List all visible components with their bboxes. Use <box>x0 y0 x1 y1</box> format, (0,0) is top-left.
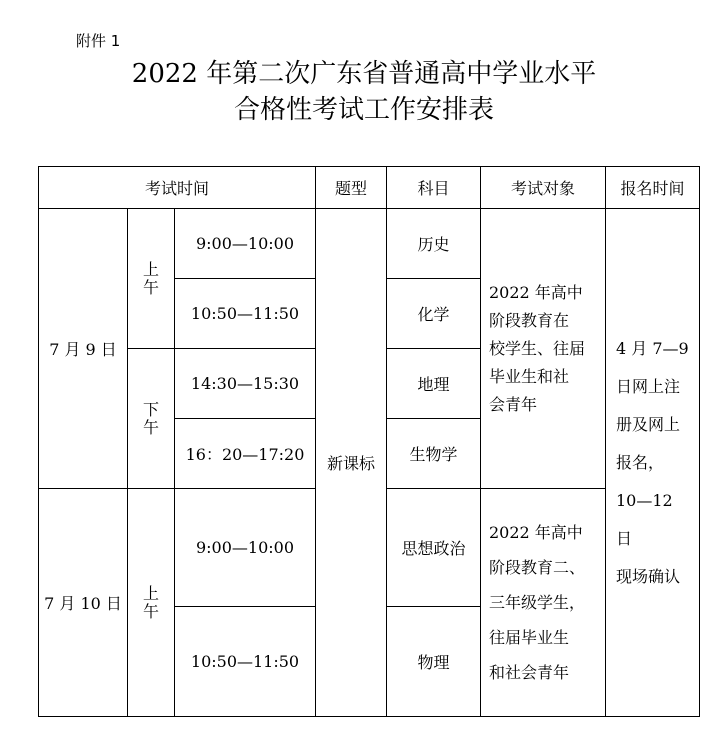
header-question-type: 题型 <box>316 167 387 209</box>
attachment-label: 附件 1 <box>76 32 121 50</box>
header-candidates: 考试对象 <box>481 167 606 209</box>
candidates-line: 2022 年高中 <box>489 523 583 542</box>
date-cell-day1: 7 月 9 日 <box>39 209 128 489</box>
registration-line: 10—12 日 <box>616 490 673 548</box>
candidates-line: 2022 年高中 <box>489 282 583 302</box>
morning-char-1: 上 <box>142 259 159 279</box>
candidates-line: 毕业生和社 <box>489 366 570 386</box>
table-row <box>39 209 700 279</box>
subject-cell: 历史 <box>387 209 481 279</box>
registration-line: 4 月 7—9 <box>616 338 689 358</box>
time-slot: 9:00—10:00 <box>175 209 316 279</box>
candidates-line: 往届毕业生 <box>489 628 570 647</box>
candidates-line: 阶段教育二、 <box>489 558 586 577</box>
document-title-line2: 合格性考试工作安排表 <box>233 95 494 125</box>
candidates-line: 校学生、往届 <box>489 338 586 358</box>
header-registration-time: 报名时间 <box>606 167 700 209</box>
candidates-line: 阶段教育在 <box>489 310 570 330</box>
afternoon-char-1: 下 <box>142 399 159 419</box>
time-slot: 9:00—10:00 <box>175 489 316 607</box>
registration-line: 报名， <box>616 452 665 472</box>
afternoon-char-2: 午 <box>142 417 159 437</box>
afternoon-label <box>128 349 175 489</box>
candidates-line: 三年级学生， <box>489 593 586 612</box>
subject-cell: 地理 <box>387 349 481 419</box>
morning-label <box>128 209 175 349</box>
header-row <box>39 167 700 209</box>
registration-line: 日网上注 <box>616 376 681 396</box>
registration-line: 册及网上 <box>616 414 681 434</box>
document-title-line1: 2022 年第二次广东省普通高中学业水平 <box>131 59 597 89</box>
subject-cell: 化学 <box>387 279 481 349</box>
candidates-line: 和社会青年 <box>489 663 570 682</box>
subject-cell: 生物学 <box>387 419 481 489</box>
candidates-cell-day2 <box>481 489 606 717</box>
date-cell-day2: 7 月 10 日 <box>39 489 128 717</box>
subject-cell: 物理 <box>387 607 481 717</box>
question-type-cell: 新课标 <box>316 209 387 717</box>
schedule-table <box>38 166 700 717</box>
candidates-line: 会青年 <box>489 394 538 414</box>
header-subject: 科目 <box>387 167 481 209</box>
morning-char-2: 午 <box>142 601 159 621</box>
morning-char-1: 上 <box>142 583 159 603</box>
morning-label-day2 <box>128 489 175 717</box>
registration-cell <box>606 209 700 717</box>
registration-line: 现场确认 <box>616 566 681 586</box>
time-slot: 16：20—17:20 <box>175 419 316 489</box>
morning-char-2: 午 <box>142 277 159 297</box>
header-exam-time: 考试时间 <box>39 167 316 209</box>
candidates-cell-day1 <box>481 209 606 489</box>
subject-cell: 思想政治 <box>387 489 481 607</box>
time-slot: 14:30—15:30 <box>175 349 316 419</box>
time-slot: 10:50—11:50 <box>175 607 316 717</box>
time-slot: 10:50—11:50 <box>175 279 316 349</box>
